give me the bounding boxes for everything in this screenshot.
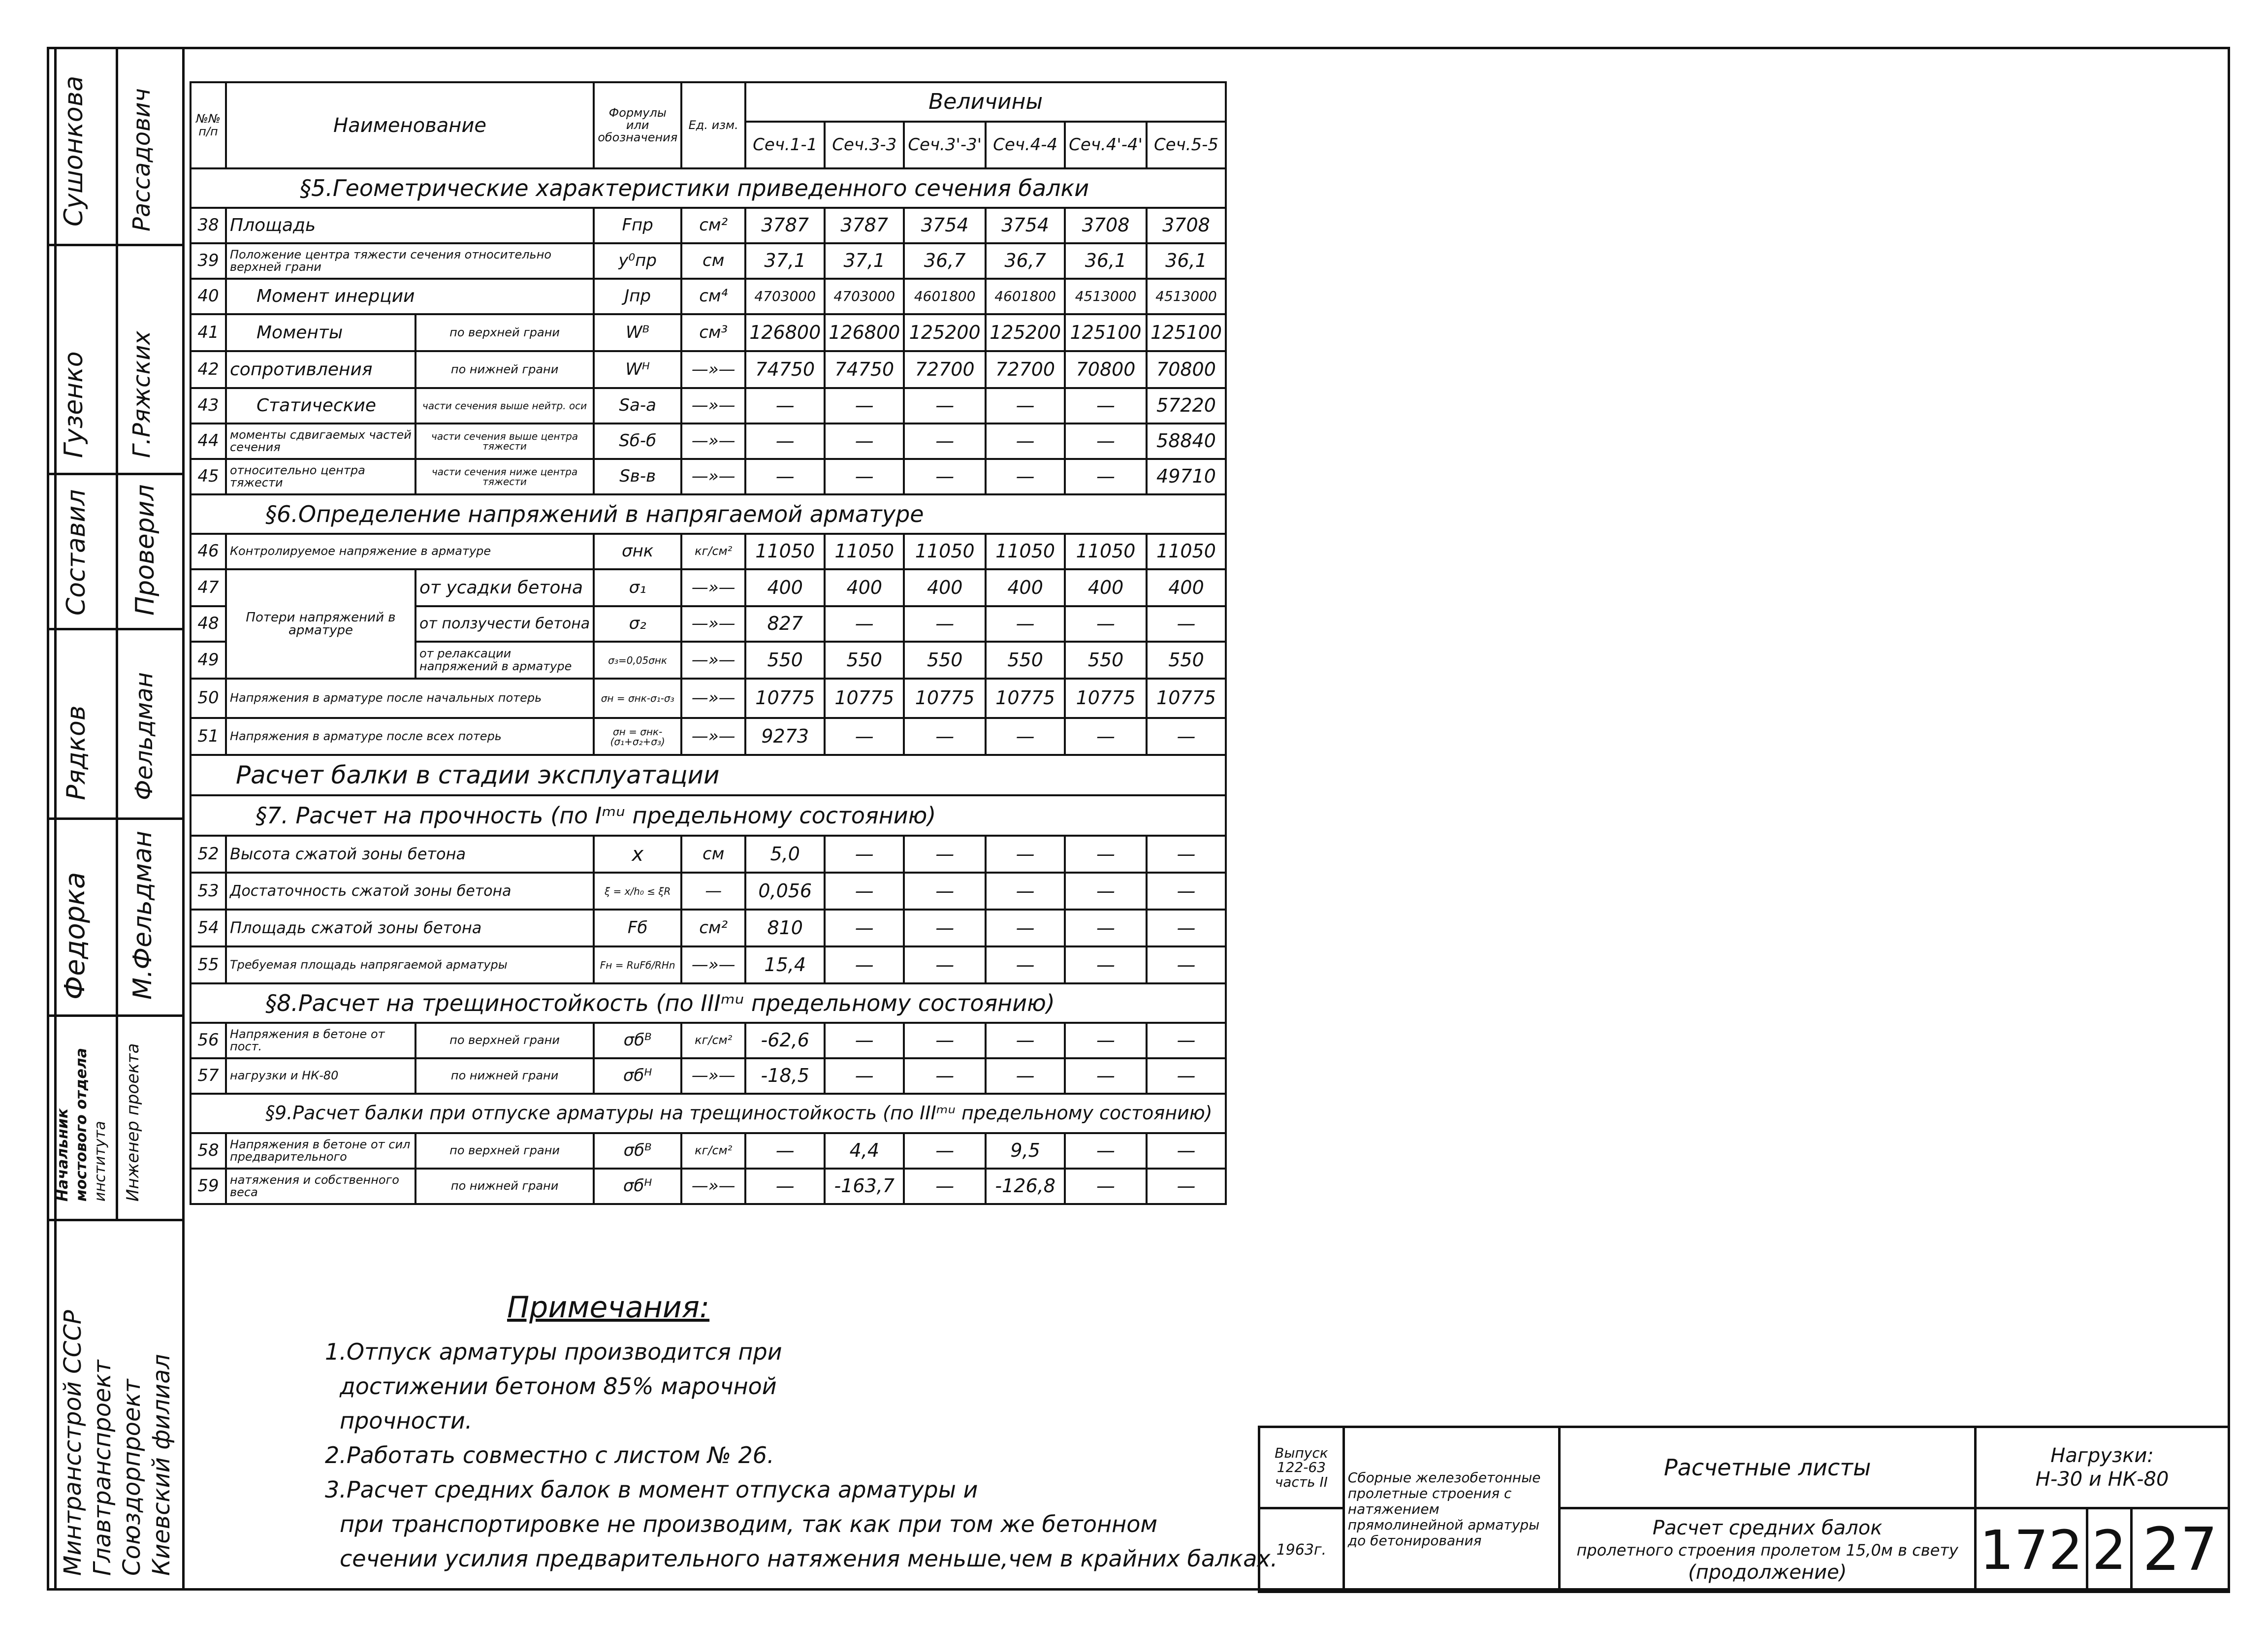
row-unit: —»— <box>681 424 745 459</box>
cell-value: — <box>745 459 825 494</box>
notes-title: Примечания: <box>507 1290 710 1325</box>
cell-value: 3787 <box>745 208 825 243</box>
cell-value: 11050 <box>904 534 986 569</box>
row-number: 39 <box>191 243 226 279</box>
role-head: Начальник <box>54 1108 71 1202</box>
cell-value: — <box>1065 424 1147 459</box>
row-subname: части сечения ниже центра тяжести <box>415 459 594 494</box>
cell-value: 4601800 <box>986 279 1065 314</box>
row-formula: Fпр <box>594 208 681 243</box>
row-formula: σ₂ <box>594 606 681 642</box>
row-number: 59 <box>191 1169 226 1204</box>
section-7-heading: §7. Расчет на прочность (по Iᵐᵘ предельному состоянию) <box>191 795 1226 836</box>
row-formula: Fб <box>594 910 681 946</box>
cell-value: 400 <box>986 569 1065 606</box>
row-number: 43 <box>191 388 226 424</box>
cell-value: 4703000 <box>745 279 825 314</box>
cell-value: — <box>1065 1058 1147 1094</box>
row-unit: —»— <box>681 1058 745 1094</box>
cell-value: 5,0 <box>745 836 825 873</box>
cell-value: 15,4 <box>745 946 825 983</box>
cell-value: 126800 <box>745 314 825 351</box>
row-formula: σ₁ <box>594 569 681 606</box>
stamp-loads-value: Н-30 и НК-80 <box>2035 1468 2169 1491</box>
left-strip-divider <box>116 47 118 1219</box>
left-strip-sep <box>47 244 185 246</box>
row-number: 54 <box>191 910 226 946</box>
row-subname: по верхней грани <box>415 1133 594 1169</box>
role-checked: Проверил <box>130 484 160 616</box>
cell-value: — <box>825 873 904 910</box>
cell-value: — <box>825 1058 904 1094</box>
header-section: Сеч.3-3 <box>825 122 904 168</box>
header-num: №№ п/п <box>191 82 226 168</box>
cell-value: — <box>745 424 825 459</box>
row-number: 49 <box>191 642 226 679</box>
cell-value: -18,5 <box>745 1058 825 1094</box>
row-number: 51 <box>191 718 226 755</box>
row-unit: —»— <box>681 351 745 388</box>
cell-value: 550 <box>1147 642 1226 679</box>
row-number: 44 <box>191 424 226 459</box>
stamp-subtitle-3: (продолжение) <box>1688 1561 1847 1584</box>
row-unit: см⁴ <box>681 279 745 314</box>
cell-value: 10775 <box>904 679 986 718</box>
cell-value: 72700 <box>986 351 1065 388</box>
row-name: Напряжения в бетоне от пост. <box>226 1023 415 1058</box>
cell-value: 827 <box>745 606 825 642</box>
left-strip-sep <box>47 1014 185 1017</box>
cell-value: — <box>986 718 1065 755</box>
cell-value: 4,4 <box>825 1133 904 1169</box>
cell-value: -163,7 <box>825 1169 904 1204</box>
row-unit: —»— <box>681 388 745 424</box>
row-name: Высота сжатой зоны бетона <box>226 836 594 873</box>
cell-value: 74750 <box>745 351 825 388</box>
row-number: 55 <box>191 946 226 983</box>
cell-value: 400 <box>1147 569 1226 606</box>
cell-value: 10775 <box>745 679 825 718</box>
stamp-code-2: 2 <box>2087 1508 2132 1592</box>
cell-value: 3787 <box>825 208 904 243</box>
row-unit: кг/см² <box>681 1133 745 1169</box>
row-formula: σбᴴ <box>594 1169 681 1204</box>
signature-block-2a: Гузенко <box>59 351 89 458</box>
cell-value: 11050 <box>745 534 825 569</box>
row-name: Требуемая площадь напрягаемой арматуры <box>226 946 594 983</box>
row-name: Напряжения в арматуре после всех потерь <box>226 718 594 755</box>
row-name: моменты сдвигаемых частей сечения <box>226 424 415 459</box>
row-number: 38 <box>191 208 226 243</box>
cell-value: — <box>825 1023 904 1058</box>
note-line: прочности. <box>340 1407 473 1434</box>
header-values: Величины <box>745 82 1226 122</box>
title-block <box>1258 1426 2230 1593</box>
cell-value: 550 <box>745 642 825 679</box>
calculation-table <box>190 81 1227 1205</box>
row-subname: по нижней грани <box>415 1058 594 1094</box>
row-name: Контролируемое напряжение в арматуре <box>226 534 594 569</box>
header-section: Сеч.1-1 <box>745 122 825 168</box>
cell-value: — <box>1147 873 1226 910</box>
row-unit: —»— <box>681 459 745 494</box>
cell-value: 70800 <box>1147 351 1226 388</box>
row-subname: по верхней грани <box>415 314 594 351</box>
row-number: 46 <box>191 534 226 569</box>
cell-value: — <box>1065 1133 1147 1169</box>
cell-value: 37,1 <box>745 243 825 279</box>
cell-value: — <box>825 910 904 946</box>
row-name: относительно центра тяжести <box>226 459 415 494</box>
row-formula: x <box>594 836 681 873</box>
row-formula: σн = σнк-σ₁-σ₃ <box>594 679 681 718</box>
row-formula: σн = σнк-(σ₁+σ₂+σ₃) <box>594 718 681 755</box>
cell-value: — <box>986 1023 1065 1058</box>
row-number: 47 <box>191 569 226 606</box>
section-9-heading: §9.Расчет балки при отпуске арматуры на трещиностойкость (по IIIᵐᵘ предельному состоянию) <box>191 1094 1226 1133</box>
cell-value: 3708 <box>1147 208 1226 243</box>
cell-value: 4703000 <box>825 279 904 314</box>
cell-value: 400 <box>825 569 904 606</box>
cell-value: 10775 <box>986 679 1065 718</box>
row-unit: —»— <box>681 606 745 642</box>
cell-value: 58840 <box>1147 424 1226 459</box>
cell-value: — <box>1065 718 1147 755</box>
row-formula: Sa-a <box>594 388 681 424</box>
row-name: Момент инерции <box>226 279 594 314</box>
row-unit: —»— <box>681 1169 745 1204</box>
stamp-issue: Выпуск 122-63 часть II <box>1259 1427 1344 1508</box>
cell-value: — <box>1147 606 1226 642</box>
signature-block-4a: Рядков <box>62 705 91 800</box>
cell-value: 550 <box>904 642 986 679</box>
cell-value: 36,1 <box>1065 243 1147 279</box>
cell-value: 125200 <box>986 314 1065 351</box>
row-unit: —»— <box>681 642 745 679</box>
row-name: сопротивления <box>226 351 415 388</box>
cell-value: — <box>1147 1023 1226 1058</box>
stage-heading: Расчет балки в стадии эксплуатации <box>191 755 1226 795</box>
cell-value: 11050 <box>986 534 1065 569</box>
row-name: от ползучести бетона <box>415 606 594 642</box>
cell-value: — <box>986 946 1065 983</box>
row-number: 40 <box>191 279 226 314</box>
header-name: Наименование <box>226 82 594 168</box>
cell-value: — <box>904 388 986 424</box>
losses-group-label: Потери напряжений в арматуре <box>226 569 415 679</box>
cell-value: 11050 <box>825 534 904 569</box>
row-unit: см² <box>681 910 745 946</box>
role-head-inst: института <box>92 1121 109 1202</box>
cell-value: — <box>1065 1169 1147 1204</box>
cell-value: — <box>825 459 904 494</box>
row-name: от релаксации напряжений в арматуре <box>415 642 594 679</box>
cell-value: — <box>904 836 986 873</box>
row-unit: кг/см² <box>681 534 745 569</box>
row-formula: σбᴴ <box>594 1058 681 1094</box>
stamp-sheet-number: 27 <box>2131 1508 2229 1592</box>
cell-value: — <box>986 836 1065 873</box>
cell-value: — <box>986 910 1065 946</box>
cell-value: 10775 <box>825 679 904 718</box>
row-name: Напряжения в бетоне от сил предварительного <box>226 1133 415 1169</box>
cell-value: 0,056 <box>745 873 825 910</box>
stamp-subtitle-2: пролетного строения пролетом 15,0м в свету <box>1576 1540 1958 1560</box>
row-unit: см² <box>681 208 745 243</box>
stamp-loads <box>1976 1427 2229 1508</box>
cell-value: — <box>1065 1023 1147 1058</box>
cell-value: 72700 <box>904 351 986 388</box>
cell-value: 125100 <box>1147 314 1226 351</box>
signature-block-1b: Рассадович <box>128 88 156 231</box>
header-section: Сеч.5-5 <box>1147 122 1226 168</box>
row-name: Площадь сжатой зоны бетона <box>226 910 594 946</box>
cell-value: 37,1 <box>825 243 904 279</box>
row-number: 57 <box>191 1058 226 1094</box>
cell-value: — <box>1065 836 1147 873</box>
left-strip-sep <box>47 473 185 475</box>
row-number: 48 <box>191 606 226 642</box>
row-subname: по верхней грани <box>415 1023 594 1058</box>
cell-value: — <box>904 1023 986 1058</box>
row-number: 50 <box>191 679 226 718</box>
row-formula: Fн = RuFб/RHn <box>594 946 681 983</box>
header-section: Сеч.4'-4' <box>1065 122 1147 168</box>
note-line: достижении бетоном 85% марочной <box>340 1373 777 1400</box>
cell-value: 4513000 <box>1147 279 1226 314</box>
cell-value: 400 <box>745 569 825 606</box>
cell-value: 126800 <box>825 314 904 351</box>
cell-value: — <box>904 459 986 494</box>
row-formula: ξ = x/h₀ ≤ ξR <box>594 873 681 910</box>
cell-value: 3754 <box>986 208 1065 243</box>
cell-value: — <box>904 873 986 910</box>
row-number: 53 <box>191 873 226 910</box>
org-kiev: Киевский филиал <box>148 1354 175 1576</box>
cell-value: — <box>1065 946 1147 983</box>
cell-value: — <box>904 946 986 983</box>
row-name: Достаточность сжатой зоны бетона <box>226 873 594 910</box>
cell-value: 3754 <box>904 208 986 243</box>
row-name: натяжения и собственного веса <box>226 1169 415 1204</box>
cell-value: — <box>825 388 904 424</box>
note-line: 2.Работать совместно с листом № 26. <box>325 1442 774 1468</box>
cell-value: -126,8 <box>986 1169 1065 1204</box>
cell-value: — <box>825 606 904 642</box>
cell-value: — <box>986 424 1065 459</box>
signature-block-5a: Федорка <box>59 872 91 1000</box>
header-unit: Ед. изм. <box>681 82 745 168</box>
stamp-subtitle <box>1560 1508 1976 1592</box>
signature-block-2b: Г.Ряжских <box>128 330 156 458</box>
row-subname: части сечения выше нейтр. оси <box>415 388 594 424</box>
row-unit: —»— <box>681 569 745 606</box>
row-number: 42 <box>191 351 226 388</box>
cell-value: — <box>904 1169 986 1204</box>
cell-value: — <box>1147 1133 1226 1169</box>
role-compiled: Составил <box>62 489 91 616</box>
row-number: 45 <box>191 459 226 494</box>
row-name: Напряжения в арматуре после начальных потерь <box>226 679 594 718</box>
header-section: Сеч.4-4 <box>986 122 1065 168</box>
note-line: сечении усилия предварительного натяжения меньше,чем в крайних балках. <box>340 1545 1278 1572</box>
row-unit: см <box>681 836 745 873</box>
row-formula: Sв-в <box>594 459 681 494</box>
row-formula: y⁰пр <box>594 243 681 279</box>
cell-value: 400 <box>904 569 986 606</box>
cell-value: 400 <box>1065 569 1147 606</box>
stamp-year: 1963г. <box>1259 1508 1344 1592</box>
note-line: при транспортировке не производим, так как при том же бетонном <box>340 1511 1158 1537</box>
signature-block-1a: Сушонкова <box>59 75 89 227</box>
row-unit: кг/см² <box>681 1023 745 1058</box>
cell-value: — <box>986 1058 1065 1094</box>
role-head-dept: мостового отдела <box>73 1047 90 1202</box>
cell-value: — <box>904 424 986 459</box>
cell-value: 810 <box>745 910 825 946</box>
stamp-loads-label: Нагрузки: <box>2050 1444 2154 1467</box>
row-name: Моменты <box>226 314 415 351</box>
cell-value: — <box>1147 1169 1226 1204</box>
cell-value: — <box>904 606 986 642</box>
stamp-code-1: 172 <box>1976 1508 2087 1592</box>
cell-value: — <box>1065 388 1147 424</box>
row-name: Положение центра тяжести сечения относительно верхней грани <box>226 243 594 279</box>
stamp-title: Расчетные листы <box>1560 1427 1976 1508</box>
cell-value: — <box>904 910 986 946</box>
row-name: нагрузки и НК-80 <box>226 1058 415 1094</box>
row-name: Площадь <box>226 208 594 243</box>
row-formula: Sб-б <box>594 424 681 459</box>
note-line: 1.Отпуск арматуры производится при <box>325 1338 782 1365</box>
cell-value: — <box>904 1058 986 1094</box>
row-formula: σ₃=0,05σнк <box>594 642 681 679</box>
cell-value: — <box>986 388 1065 424</box>
cell-value: — <box>986 873 1065 910</box>
cell-value: 11050 <box>1147 534 1226 569</box>
cell-value: 550 <box>986 642 1065 679</box>
cell-value: -62,6 <box>745 1023 825 1058</box>
row-subname: части сечения выше центра тяжести <box>415 424 594 459</box>
cell-value: 9273 <box>745 718 825 755</box>
stamp-subtitle-1: Расчет средних балок <box>1652 1516 1883 1539</box>
cell-value: 74750 <box>825 351 904 388</box>
row-unit: —»— <box>681 718 745 755</box>
cell-value: — <box>1147 910 1226 946</box>
cell-value: — <box>904 718 986 755</box>
cell-value: — <box>1147 836 1226 873</box>
cell-value: — <box>745 1133 825 1169</box>
signature-block-4b: Фельдман <box>130 672 158 800</box>
row-unit: — <box>681 873 745 910</box>
cell-value: — <box>825 718 904 755</box>
cell-value: 125100 <box>1065 314 1147 351</box>
org-ministry: Минтрансстрой СССР <box>59 1310 87 1576</box>
cell-value: 36,7 <box>904 243 986 279</box>
row-unit: см³ <box>681 314 745 351</box>
cell-value: — <box>986 606 1065 642</box>
cell-value: — <box>1065 873 1147 910</box>
org-soyuzdor: Союздорпроект <box>118 1379 146 1576</box>
cell-value: 70800 <box>1065 351 1147 388</box>
left-strip-sep <box>47 817 185 820</box>
cell-value: 9,5 <box>986 1133 1065 1169</box>
section-5-heading: §5.Геометрические характеристики приведенного сечения балки <box>191 168 1226 208</box>
cell-value: 4601800 <box>904 279 986 314</box>
row-subname: по нижней грани <box>415 351 594 388</box>
cell-value: 36,7 <box>986 243 1065 279</box>
left-strip-sep <box>47 628 185 630</box>
row-formula: σбᴮ <box>594 1023 681 1058</box>
row-number: 41 <box>191 314 226 351</box>
cell-value: 4513000 <box>1065 279 1147 314</box>
cell-value: 3708 <box>1065 208 1147 243</box>
cell-value: 49710 <box>1147 459 1226 494</box>
cell-value: — <box>986 459 1065 494</box>
note-line: 3.Расчет средних балок в момент отпуска арматуры и <box>325 1476 978 1503</box>
cell-value: — <box>1147 946 1226 983</box>
row-formula: Wᴴ <box>594 351 681 388</box>
cell-value: — <box>904 1133 986 1169</box>
cell-value: — <box>825 946 904 983</box>
section-8-heading: §8.Расчет на трещиностойкость (по IIIᵐᵘ предельному состоянию) <box>191 983 1226 1023</box>
signature-block-5b: М.Фельдман <box>128 830 158 1000</box>
cell-value: 125200 <box>904 314 986 351</box>
section-6-heading: §6.Определение напряжений в напрягаемой арматуре <box>191 494 1226 534</box>
cell-value: 10775 <box>1147 679 1226 718</box>
cell-value: 550 <box>1065 642 1147 679</box>
row-unit: —»— <box>681 679 745 718</box>
cell-value: 11050 <box>1065 534 1147 569</box>
row-unit: см <box>681 243 745 279</box>
org-glavtrans: Главтранспроект <box>89 1360 116 1576</box>
row-formula: σбᴮ <box>594 1133 681 1169</box>
cell-value: 550 <box>825 642 904 679</box>
cell-value: — <box>745 388 825 424</box>
cell-value: — <box>1065 606 1147 642</box>
row-formula: σнк <box>594 534 681 569</box>
cell-value: — <box>1147 1058 1226 1094</box>
row-number: 56 <box>191 1023 226 1058</box>
row-number: 52 <box>191 836 226 873</box>
left-strip-sep <box>47 1219 185 1221</box>
cell-value: — <box>825 424 904 459</box>
cell-value: — <box>1147 718 1226 755</box>
cell-value: — <box>1065 459 1147 494</box>
role-engineer: Инженер проекта <box>123 1043 143 1202</box>
notes <box>325 1290 1278 1576</box>
cell-value: — <box>745 1169 825 1204</box>
cell-value: 57220 <box>1147 388 1226 424</box>
row-number: 58 <box>191 1133 226 1169</box>
row-formula: Jпр <box>594 279 681 314</box>
row-formula: Wᴮ <box>594 314 681 351</box>
cell-value: — <box>825 836 904 873</box>
cell-value: 10775 <box>1065 679 1147 718</box>
row-name: Статические <box>226 388 415 424</box>
header-section: Сеч.3'-3' <box>904 122 986 168</box>
header-formula: Формулы или обозначения <box>594 82 681 168</box>
row-name: от усадки бетона <box>415 569 594 606</box>
cell-value: — <box>1065 910 1147 946</box>
cell-value: 36,1 <box>1147 243 1226 279</box>
row-unit: —»— <box>681 946 745 983</box>
row-subname: по нижней грани <box>415 1169 594 1204</box>
stamp-series: Сборные железобетонные пролетные строения с натяжением прямолинейной арматуры до бетонирования <box>1343 1427 1559 1592</box>
